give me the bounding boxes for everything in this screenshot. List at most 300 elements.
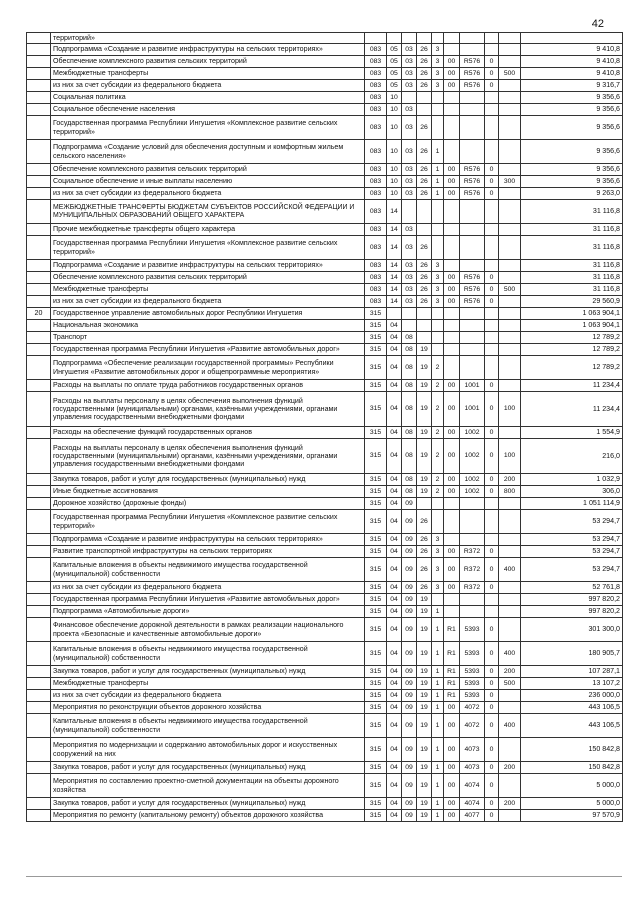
department-code-cell: 315	[365, 582, 387, 594]
subsection-code-cell: 08	[402, 486, 417, 498]
subprogram-code-cell: 2	[432, 356, 444, 380]
project-code-cell	[444, 224, 460, 236]
amount-cell: 13 107,2	[521, 678, 623, 690]
expense-direction-code-cell: 5393	[460, 678, 485, 690]
subprogram-code-cell: 2	[432, 439, 444, 474]
extra-code-cell: 0	[485, 296, 499, 308]
table-row	[27, 606, 623, 618]
extra-code-cell: 0	[485, 427, 499, 439]
table-row	[27, 176, 623, 188]
item-name-cell: территорий»	[51, 33, 365, 44]
expense-type-code-cell	[499, 582, 521, 594]
amount-cell: 9 356,6	[521, 176, 623, 188]
expense-direction-code-cell	[460, 44, 485, 56]
subprogram-code-cell: 1	[432, 164, 444, 176]
row-number-cell	[27, 618, 51, 642]
row-number-cell	[27, 474, 51, 486]
extra-code-cell: 0	[485, 272, 499, 284]
row-number-cell	[27, 236, 51, 260]
section-code-cell: 04	[387, 332, 402, 344]
row-number-cell	[27, 439, 51, 474]
expense-direction-code-cell	[460, 534, 485, 546]
section-code-cell: 04	[387, 582, 402, 594]
program-code-cell	[417, 200, 432, 224]
item-name-cell: Расходы на обеспечение функций государственных органов	[51, 427, 365, 439]
project-code-cell: 00	[444, 546, 460, 558]
project-code-cell	[444, 260, 460, 272]
amount-cell: 31 116,8	[521, 260, 623, 272]
item-name-cell: Государственное управление автомобильных дорог Республики Ингушетия	[51, 308, 365, 320]
expense-direction-code-cell	[460, 116, 485, 140]
section-code-cell: 05	[387, 56, 402, 68]
subprogram-code-cell: 3	[432, 558, 444, 582]
subprogram-code-cell	[432, 236, 444, 260]
project-code-cell: 00	[444, 80, 460, 92]
expense-type-code-cell	[499, 56, 521, 68]
subsection-code-cell: 03	[402, 68, 417, 80]
extra-code-cell: 0	[485, 774, 499, 798]
row-number-cell	[27, 320, 51, 332]
expense-direction-code-cell: 1002	[460, 486, 485, 498]
bottom-rule	[26, 876, 622, 877]
table-row	[27, 92, 623, 104]
row-number-cell	[27, 344, 51, 356]
subsection-code-cell: 09	[402, 678, 417, 690]
row-number-cell	[27, 392, 51, 427]
project-code-cell	[444, 510, 460, 534]
table-row	[27, 439, 623, 474]
expense-direction-code-cell	[460, 224, 485, 236]
program-code-cell: 26	[417, 296, 432, 308]
row-number-cell	[27, 642, 51, 666]
table-row	[27, 116, 623, 140]
project-code-cell	[444, 200, 460, 224]
item-name-cell: Обеспечение комплексного развития сельских территорий	[51, 272, 365, 284]
subsection-code-cell: 09	[402, 546, 417, 558]
program-code-cell: 19	[417, 392, 432, 427]
department-code-cell: 083	[365, 92, 387, 104]
table-row	[27, 582, 623, 594]
section-code-cell: 05	[387, 80, 402, 92]
amount-cell: 5 000,0	[521, 774, 623, 798]
table-row	[27, 200, 623, 224]
subprogram-code-cell: 1	[432, 642, 444, 666]
subprogram-code-cell	[432, 344, 444, 356]
row-number-cell	[27, 762, 51, 774]
row-number-cell	[27, 332, 51, 344]
extra-code-cell: 0	[485, 439, 499, 474]
expense-direction-code-cell	[460, 92, 485, 104]
row-number-cell	[27, 486, 51, 498]
row-number-cell	[27, 546, 51, 558]
item-name-cell: Мероприятия по реконструкции объектов дорожного хозяйства	[51, 702, 365, 714]
department-code-cell: 315	[365, 546, 387, 558]
item-name-cell: Капитальные вложения в объекты недвижимого имущества государственной (муниципальной) собственности	[51, 558, 365, 582]
expense-direction-code-cell: R576	[460, 188, 485, 200]
expense-direction-code-cell: 4077	[460, 810, 485, 822]
amount-cell: 53 294,7	[521, 546, 623, 558]
row-number-cell	[27, 427, 51, 439]
extra-code-cell: 0	[485, 176, 499, 188]
subsection-code-cell: 03	[402, 188, 417, 200]
extra-code-cell	[485, 308, 499, 320]
table-row	[27, 236, 623, 260]
department-code-cell: 315	[365, 439, 387, 474]
department-code-cell: 315	[365, 678, 387, 690]
department-code-cell: 083	[365, 164, 387, 176]
expense-direction-code-cell	[460, 140, 485, 164]
program-code-cell: 26	[417, 140, 432, 164]
subprogram-code-cell: 1	[432, 188, 444, 200]
subprogram-code-cell	[432, 320, 444, 332]
expense-direction-code-cell: 4074	[460, 798, 485, 810]
section-code-cell: 04	[387, 798, 402, 810]
project-code-cell: 00	[444, 774, 460, 798]
amount-cell: 997 820,2	[521, 606, 623, 618]
expense-direction-code-cell: 4073	[460, 738, 485, 762]
section-code-cell: 14	[387, 200, 402, 224]
subsection-code-cell: 09	[402, 666, 417, 678]
extra-code-cell	[485, 498, 499, 510]
expense-type-code-cell	[499, 427, 521, 439]
department-code-cell: 315	[365, 534, 387, 546]
section-code-cell: 04	[387, 738, 402, 762]
item-name-cell: Подпрограмма «Обеспечение реализации государственной программы» Республики Ингушетия «Развитие автомобильных дорог и общепрограммные мероприятия»	[51, 356, 365, 380]
extra-code-cell: 0	[485, 68, 499, 80]
program-code-cell: 26	[417, 260, 432, 272]
project-code-cell	[444, 308, 460, 320]
expense-direction-code-cell: 5393	[460, 666, 485, 678]
amount-cell: 9 263,0	[521, 188, 623, 200]
table-row	[27, 320, 623, 332]
subprogram-code-cell: 1	[432, 618, 444, 642]
extra-code-cell	[485, 116, 499, 140]
program-code-cell	[417, 92, 432, 104]
extra-code-cell: 0	[485, 798, 499, 810]
amount-cell: 31 116,8	[521, 284, 623, 296]
program-code-cell: 19	[417, 606, 432, 618]
amount-cell: 236 000,0	[521, 690, 623, 702]
subprogram-code-cell: 1	[432, 606, 444, 618]
section-code-cell: 04	[387, 427, 402, 439]
row-number-cell	[27, 714, 51, 738]
program-code-cell: 26	[417, 558, 432, 582]
department-code-cell: 083	[365, 68, 387, 80]
row-number-cell	[27, 296, 51, 308]
amount-cell: 11 234,4	[521, 380, 623, 392]
subsection-code-cell: 03	[402, 56, 417, 68]
subprogram-code-cell: 1	[432, 678, 444, 690]
subprogram-code-cell	[432, 308, 444, 320]
expense-type-code-cell: 200	[499, 666, 521, 678]
subprogram-code-cell: 3	[432, 284, 444, 296]
expense-direction-code-cell: 5393	[460, 642, 485, 666]
item-name-cell: Расходы на выплаты персоналу в целях обеспечения выполнения функций государственными (муниципальными) органами, казёнными учреждениями, органами управления государственными внебюджетными фондами	[51, 439, 365, 474]
subprogram-code-cell: 1	[432, 774, 444, 798]
project-code-cell: 00	[444, 68, 460, 80]
department-code-cell: 315	[365, 666, 387, 678]
item-name-cell: Расходы на выплаты персоналу в целях обеспечения выполнения функций государственными (муниципальными) органами, казёнными учреждениями, органами управления государственными внебюджетными фондами	[51, 392, 365, 427]
subsection-code-cell: 03	[402, 284, 417, 296]
subprogram-code-cell: 3	[432, 546, 444, 558]
item-name-cell: Закупка товаров, работ и услуг для государственных (муниципальных) нужд	[51, 762, 365, 774]
row-number-cell	[27, 498, 51, 510]
item-name-cell: Мероприятия по ремонту (капитальному ремонту) объектов дорожного хозяйства	[51, 810, 365, 822]
extra-code-cell: 0	[485, 284, 499, 296]
table-row	[27, 380, 623, 392]
row-number-cell	[27, 702, 51, 714]
item-name-cell: Национальная экономика	[51, 320, 365, 332]
project-code-cell: 00	[444, 702, 460, 714]
expense-direction-code-cell: R576	[460, 56, 485, 68]
expense-direction-code-cell: 1002	[460, 474, 485, 486]
item-name-cell: Развитие транспортной инфраструктуры на сельских территориях	[51, 546, 365, 558]
amount-cell: 9 410,8	[521, 68, 623, 80]
row-number-cell	[27, 200, 51, 224]
subprogram-code-cell: 2	[432, 427, 444, 439]
department-code-cell: 315	[365, 356, 387, 380]
subsection-code-cell: 08	[402, 332, 417, 344]
expense-direction-code-cell	[460, 104, 485, 116]
row-number-cell	[27, 140, 51, 164]
department-code-cell: 315	[365, 774, 387, 798]
program-code-cell: 19	[417, 642, 432, 666]
table-row	[27, 618, 623, 642]
section-code-cell: 10	[387, 92, 402, 104]
extra-code-cell: 0	[485, 380, 499, 392]
item-name-cell: из них за счет субсидии из федерального бюджета	[51, 690, 365, 702]
section-code-cell: 10	[387, 104, 402, 116]
item-name-cell: из них за счет субсидии из федерального бюджета	[51, 296, 365, 308]
subsection-code-cell: 08	[402, 427, 417, 439]
expense-direction-code-cell	[460, 498, 485, 510]
subprogram-code-cell: 2	[432, 380, 444, 392]
expense-type-code-cell	[499, 320, 521, 332]
table-row	[27, 308, 623, 320]
expense-type-code-cell	[499, 380, 521, 392]
department-code-cell: 083	[365, 56, 387, 68]
program-code-cell: 26	[417, 272, 432, 284]
item-name-cell: Подпрограмма «Создание условий для обеспечения доступным и комфортным жильем сельского населения»	[51, 140, 365, 164]
expense-direction-code-cell: 1001	[460, 380, 485, 392]
table-row	[27, 332, 623, 344]
table-row	[27, 68, 623, 80]
subprogram-code-cell: 1	[432, 798, 444, 810]
subsection-code-cell	[402, 308, 417, 320]
project-code-cell	[444, 44, 460, 56]
subsection-code-cell: 08	[402, 392, 417, 427]
row-number-cell	[27, 272, 51, 284]
expense-direction-code-cell	[460, 594, 485, 606]
subprogram-code-cell	[432, 594, 444, 606]
project-code-cell	[444, 33, 460, 44]
project-code-cell: 00	[444, 176, 460, 188]
subprogram-code-cell	[432, 104, 444, 116]
table-row	[27, 546, 623, 558]
extra-code-cell: 0	[485, 810, 499, 822]
subsection-code-cell: 03	[402, 176, 417, 188]
amount-cell: 180 905,7	[521, 642, 623, 666]
department-code-cell: 315	[365, 344, 387, 356]
subprogram-code-cell: 3	[432, 68, 444, 80]
subprogram-code-cell: 1	[432, 666, 444, 678]
program-code-cell: 26	[417, 44, 432, 56]
section-code-cell: 04	[387, 498, 402, 510]
expense-type-code-cell	[499, 308, 521, 320]
expense-direction-code-cell	[460, 344, 485, 356]
department-code-cell: 083	[365, 116, 387, 140]
department-code-cell: 315	[365, 380, 387, 392]
subprogram-code-cell: 1	[432, 810, 444, 822]
expense-type-code-cell: 500	[499, 678, 521, 690]
row-number-cell	[27, 33, 51, 44]
subsection-code-cell: 09	[402, 798, 417, 810]
amount-cell: 301 300,0	[521, 618, 623, 642]
expense-type-code-cell	[499, 810, 521, 822]
project-code-cell	[444, 92, 460, 104]
page-number: 42	[591, 18, 604, 30]
expense-type-code-cell: 300	[499, 176, 521, 188]
expense-type-code-cell	[499, 200, 521, 224]
subsection-code-cell: 09	[402, 618, 417, 642]
expense-direction-code-cell	[460, 308, 485, 320]
row-number-cell	[27, 738, 51, 762]
amount-cell: 12 789,2	[521, 332, 623, 344]
extra-code-cell	[485, 33, 499, 44]
subprogram-code-cell: 3	[432, 44, 444, 56]
row-number-cell	[27, 798, 51, 810]
extra-code-cell	[485, 332, 499, 344]
item-name-cell: Мероприятия по модернизации и содержанию автомобильных дорог и искусственных сооружений на них	[51, 738, 365, 762]
table-row	[27, 284, 623, 296]
department-code-cell: 083	[365, 224, 387, 236]
section-code-cell: 04	[387, 642, 402, 666]
row-number-cell	[27, 224, 51, 236]
subprogram-code-cell: 3	[432, 56, 444, 68]
subsection-code-cell: 08	[402, 344, 417, 356]
table-row	[27, 510, 623, 534]
extra-code-cell: 0	[485, 80, 499, 92]
subsection-code-cell: 09	[402, 606, 417, 618]
expense-type-code-cell: 400	[499, 642, 521, 666]
section-code-cell: 04	[387, 392, 402, 427]
project-code-cell: R1	[444, 690, 460, 702]
extra-code-cell: 0	[485, 188, 499, 200]
expense-direction-code-cell	[460, 332, 485, 344]
row-number-cell	[27, 68, 51, 80]
expense-direction-code-cell: R576	[460, 164, 485, 176]
item-name-cell: Дорожное хозяйство (дорожные фонды)	[51, 498, 365, 510]
extra-code-cell: 0	[485, 678, 499, 690]
section-code-cell: 04	[387, 439, 402, 474]
budget-table-body	[27, 33, 623, 822]
expense-direction-code-cell: R372	[460, 546, 485, 558]
subsection-code-cell: 03	[402, 140, 417, 164]
expense-type-code-cell	[499, 356, 521, 380]
row-number-cell	[27, 92, 51, 104]
table-row	[27, 33, 623, 44]
section-code-cell: 14	[387, 272, 402, 284]
subprogram-code-cell: 1	[432, 714, 444, 738]
project-code-cell: 00	[444, 188, 460, 200]
project-code-cell: 00	[444, 582, 460, 594]
amount-cell: 53 294,7	[521, 510, 623, 534]
section-code-cell: 04	[387, 678, 402, 690]
project-code-cell: 00	[444, 798, 460, 810]
project-code-cell: 00	[444, 810, 460, 822]
project-code-cell: R1	[444, 678, 460, 690]
subprogram-code-cell: 2	[432, 392, 444, 427]
section-code-cell: 14	[387, 296, 402, 308]
extra-code-cell: 0	[485, 762, 499, 774]
table-row	[27, 558, 623, 582]
project-code-cell: R1	[444, 666, 460, 678]
project-code-cell: R1	[444, 618, 460, 642]
subsection-code-cell	[402, 200, 417, 224]
expense-direction-code-cell: 5393	[460, 618, 485, 642]
table-row	[27, 474, 623, 486]
expense-type-code-cell	[499, 92, 521, 104]
item-name-cell: Межбюджетные трансферты	[51, 678, 365, 690]
expense-type-code-cell	[499, 224, 521, 236]
extra-code-cell	[485, 594, 499, 606]
extra-code-cell: 0	[485, 690, 499, 702]
extra-code-cell: 0	[485, 546, 499, 558]
program-code-cell: 19	[417, 762, 432, 774]
program-code-cell	[417, 308, 432, 320]
item-name-cell: Мероприятия по составлению проектно-сметной документации на объекты дорожного хозяйства	[51, 774, 365, 798]
program-code-cell: 19	[417, 427, 432, 439]
department-code-cell: 315	[365, 510, 387, 534]
row-number-cell	[27, 690, 51, 702]
item-name-cell: Социальное обеспечение населения	[51, 104, 365, 116]
amount-cell: 9 356,6	[521, 92, 623, 104]
row-number-cell	[27, 774, 51, 798]
expense-direction-code-cell: 4072	[460, 714, 485, 738]
expense-type-code-cell: 200	[499, 798, 521, 810]
table-row	[27, 272, 623, 284]
department-code-cell: 315	[365, 332, 387, 344]
subprogram-code-cell: 3	[432, 272, 444, 284]
table-row	[27, 714, 623, 738]
section-code-cell: 04	[387, 690, 402, 702]
extra-code-cell: 0	[485, 164, 499, 176]
amount-cell: 9 356,6	[521, 164, 623, 176]
subprogram-code-cell: 1	[432, 702, 444, 714]
project-code-cell	[444, 332, 460, 344]
department-code-cell: 083	[365, 80, 387, 92]
expense-type-code-cell	[499, 344, 521, 356]
extra-code-cell	[485, 510, 499, 534]
expense-type-code-cell	[499, 140, 521, 164]
program-code-cell	[417, 498, 432, 510]
expense-type-code-cell	[499, 332, 521, 344]
program-code-cell: 19	[417, 714, 432, 738]
row-number-cell	[27, 534, 51, 546]
extra-code-cell	[485, 606, 499, 618]
project-code-cell: 00	[444, 474, 460, 486]
row-number-cell	[27, 606, 51, 618]
program-code-cell	[417, 33, 432, 44]
department-code-cell: 083	[365, 176, 387, 188]
subsection-code-cell: 09	[402, 738, 417, 762]
amount-cell: 29 560,9	[521, 296, 623, 308]
expense-type-code-cell: 800	[499, 486, 521, 498]
expense-type-code-cell	[499, 498, 521, 510]
subprogram-code-cell	[432, 33, 444, 44]
amount-cell: 31 116,8	[521, 236, 623, 260]
expense-type-code-cell	[499, 44, 521, 56]
